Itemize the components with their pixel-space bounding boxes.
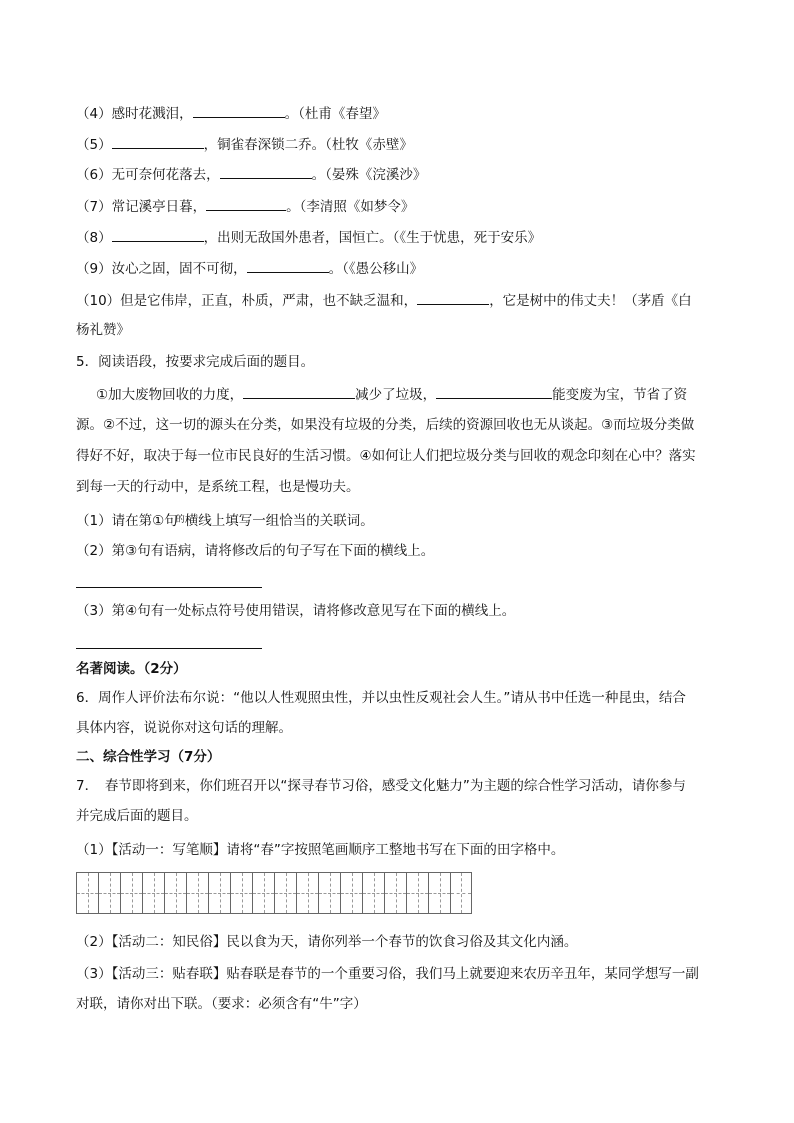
answer-blank[interactable] <box>436 384 552 399</box>
q5-passage-line-4: 到每一天的行动中，是系统工程，也是慢功夫。 <box>76 479 360 495</box>
q5-passage-line-2: 源。②不过，这一切的源头在分类，如果没有垃圾的分类，后续的资源回收也无从谈起。③而垃圾分类做 <box>76 417 695 433</box>
answer-blank[interactable] <box>206 196 286 211</box>
q5-passage-line-1 <box>96 384 687 405</box>
q4-item-6 <box>76 164 426 185</box>
item-text: （4）感时花溅泪， <box>76 106 193 122</box>
item-text: （9）汝心之固，固不可彻， <box>76 261 247 277</box>
q4-item-9 <box>76 258 423 279</box>
q5-sub-3: （3）第④句有一处标点符号使用错误，请将修改意见写在下面的横线上。 <box>76 603 516 619</box>
q4-item-8 <box>76 227 541 248</box>
answer-blank[interactable] <box>112 134 204 149</box>
item-source: 。（李清照《如梦令》 <box>286 199 415 215</box>
item-source: ，出则无敌国外患者，国恒亡。（《生于忧患，死于安乐》 <box>203 230 542 246</box>
tianzige-grid <box>76 872 472 914</box>
tianzige-cell[interactable] <box>98 872 120 914</box>
item-source: ，铜雀春深锁二乔。（杜牧《赤壁》 <box>203 137 413 153</box>
q6-line-1: 6．周作人评价法布尔说：“他以人性观照虫性，并以虫性反观社会人生。”请从书中任选一种昆虫，结合 <box>76 690 686 706</box>
item-source: 。（晏殊《浣溪沙》 <box>311 167 427 183</box>
q4-item-10 <box>76 290 692 311</box>
q5-sub-1 <box>76 511 374 531</box>
answer-blank[interactable] <box>243 384 355 399</box>
tianzige-cell[interactable] <box>142 872 164 914</box>
tianzige-cell[interactable] <box>186 872 208 914</box>
item-text: （5） <box>76 137 112 153</box>
item-text: （10）但是它伟岸，正直，朴质，严肃，也不缺乏温和， <box>76 293 418 309</box>
item-source: 。（杜甫《春望》 <box>284 106 386 122</box>
tianzige-cell[interactable] <box>340 872 362 914</box>
q7-line-2: 并完成后面的题目。 <box>76 808 198 824</box>
tianzige-cell[interactable] <box>230 872 252 914</box>
tianzige-cell[interactable] <box>362 872 384 914</box>
q7-line-1: 7． 春节即将到来，你们班召开以“探寻春节习俗，感受文化魅力”为主题的综合性学习活动，请你参与 <box>76 778 686 794</box>
q4-item-4 <box>76 103 386 124</box>
passage-text: 能变废为宝，节省了资 <box>552 387 688 403</box>
item-text: （8） <box>76 230 112 246</box>
answer-line[interactable] <box>76 587 262 588</box>
tianzige-cell[interactable] <box>428 872 450 914</box>
item-source: ，它是树中的伟丈夫！（茅盾《白 <box>489 293 692 309</box>
tianzige-cell[interactable] <box>296 872 318 914</box>
answer-blank[interactable] <box>220 164 312 179</box>
tianzige-cell[interactable] <box>76 872 98 914</box>
q4-item-5 <box>76 134 413 155</box>
q5-sub-2: （2）第③句有语病，请将修改后的句子写在下面的横线上。 <box>76 543 435 559</box>
q4-item-10-cont: 杨礼赞》 <box>76 322 130 338</box>
sub-text: （1）请在第①句 <box>76 513 178 529</box>
activity-3-line-1: （3）【活动三：贴春联】贴春联是春节的一个重要习俗，我们马上就要迎来农历辛丑年，某同学想写一副 <box>76 966 699 982</box>
tianzige-cell[interactable] <box>208 872 230 914</box>
item-text: （7）常记溪亭日暮， <box>76 199 207 215</box>
item-source: 。（《愚公移山》 <box>328 261 424 277</box>
sub-text: 横线上填写一组恰当的关联词。 <box>184 513 374 529</box>
q5-stem: 5．阅读语段，按要求完成后面的题目。 <box>76 354 315 370</box>
sub-sup: 的 <box>175 515 185 525</box>
tianzige-cell[interactable] <box>164 872 186 914</box>
tianzige-cell[interactable] <box>406 872 428 914</box>
answer-blank[interactable] <box>112 227 204 242</box>
q5-passage-line-3: 得好不好，取决于每一位市民良好的生活习惯。④如何让人们把垃圾分类与回收的观念印刻在心中？落实 <box>76 448 696 464</box>
activity-3-line-2: 对联，请你对出下联。（要求：必须含有“牛”字） <box>76 996 367 1012</box>
activity-1: （1）【活动一：写笔顺】请将“春”字按照笔画顺序工整地书写在下面的田字格中。 <box>76 842 565 858</box>
answer-line[interactable] <box>76 648 262 649</box>
answer-blank[interactable] <box>247 258 329 273</box>
passage-text: ①加大废物回收的力度， <box>96 387 244 403</box>
activity-2: （2）【活动二：知民俗】民以食为天，请你列举一个春节的饮食习俗及其文化内涵。 <box>76 934 578 950</box>
answer-blank[interactable] <box>193 103 285 118</box>
q6-line-2: 具体内容，说说你对这句话的理解。 <box>76 720 292 736</box>
tianzige-cell[interactable] <box>318 872 340 914</box>
q4-item-7 <box>76 196 414 217</box>
tianzige-cell[interactable] <box>384 872 406 914</box>
item-text: （6）无可奈何花落去， <box>76 167 220 183</box>
tianzige-cell[interactable] <box>274 872 296 914</box>
passage-text: 减少了垃圾， <box>355 387 437 403</box>
section-heading-mingzhu: 名著阅读。（2分） <box>76 661 187 677</box>
section-heading-2: 二、综合性学习（7分） <box>76 749 221 765</box>
tianzige-cell[interactable] <box>450 872 472 914</box>
answer-blank[interactable] <box>417 290 489 305</box>
tianzige-cell[interactable] <box>252 872 274 914</box>
tianzige-cell[interactable] <box>120 872 142 914</box>
